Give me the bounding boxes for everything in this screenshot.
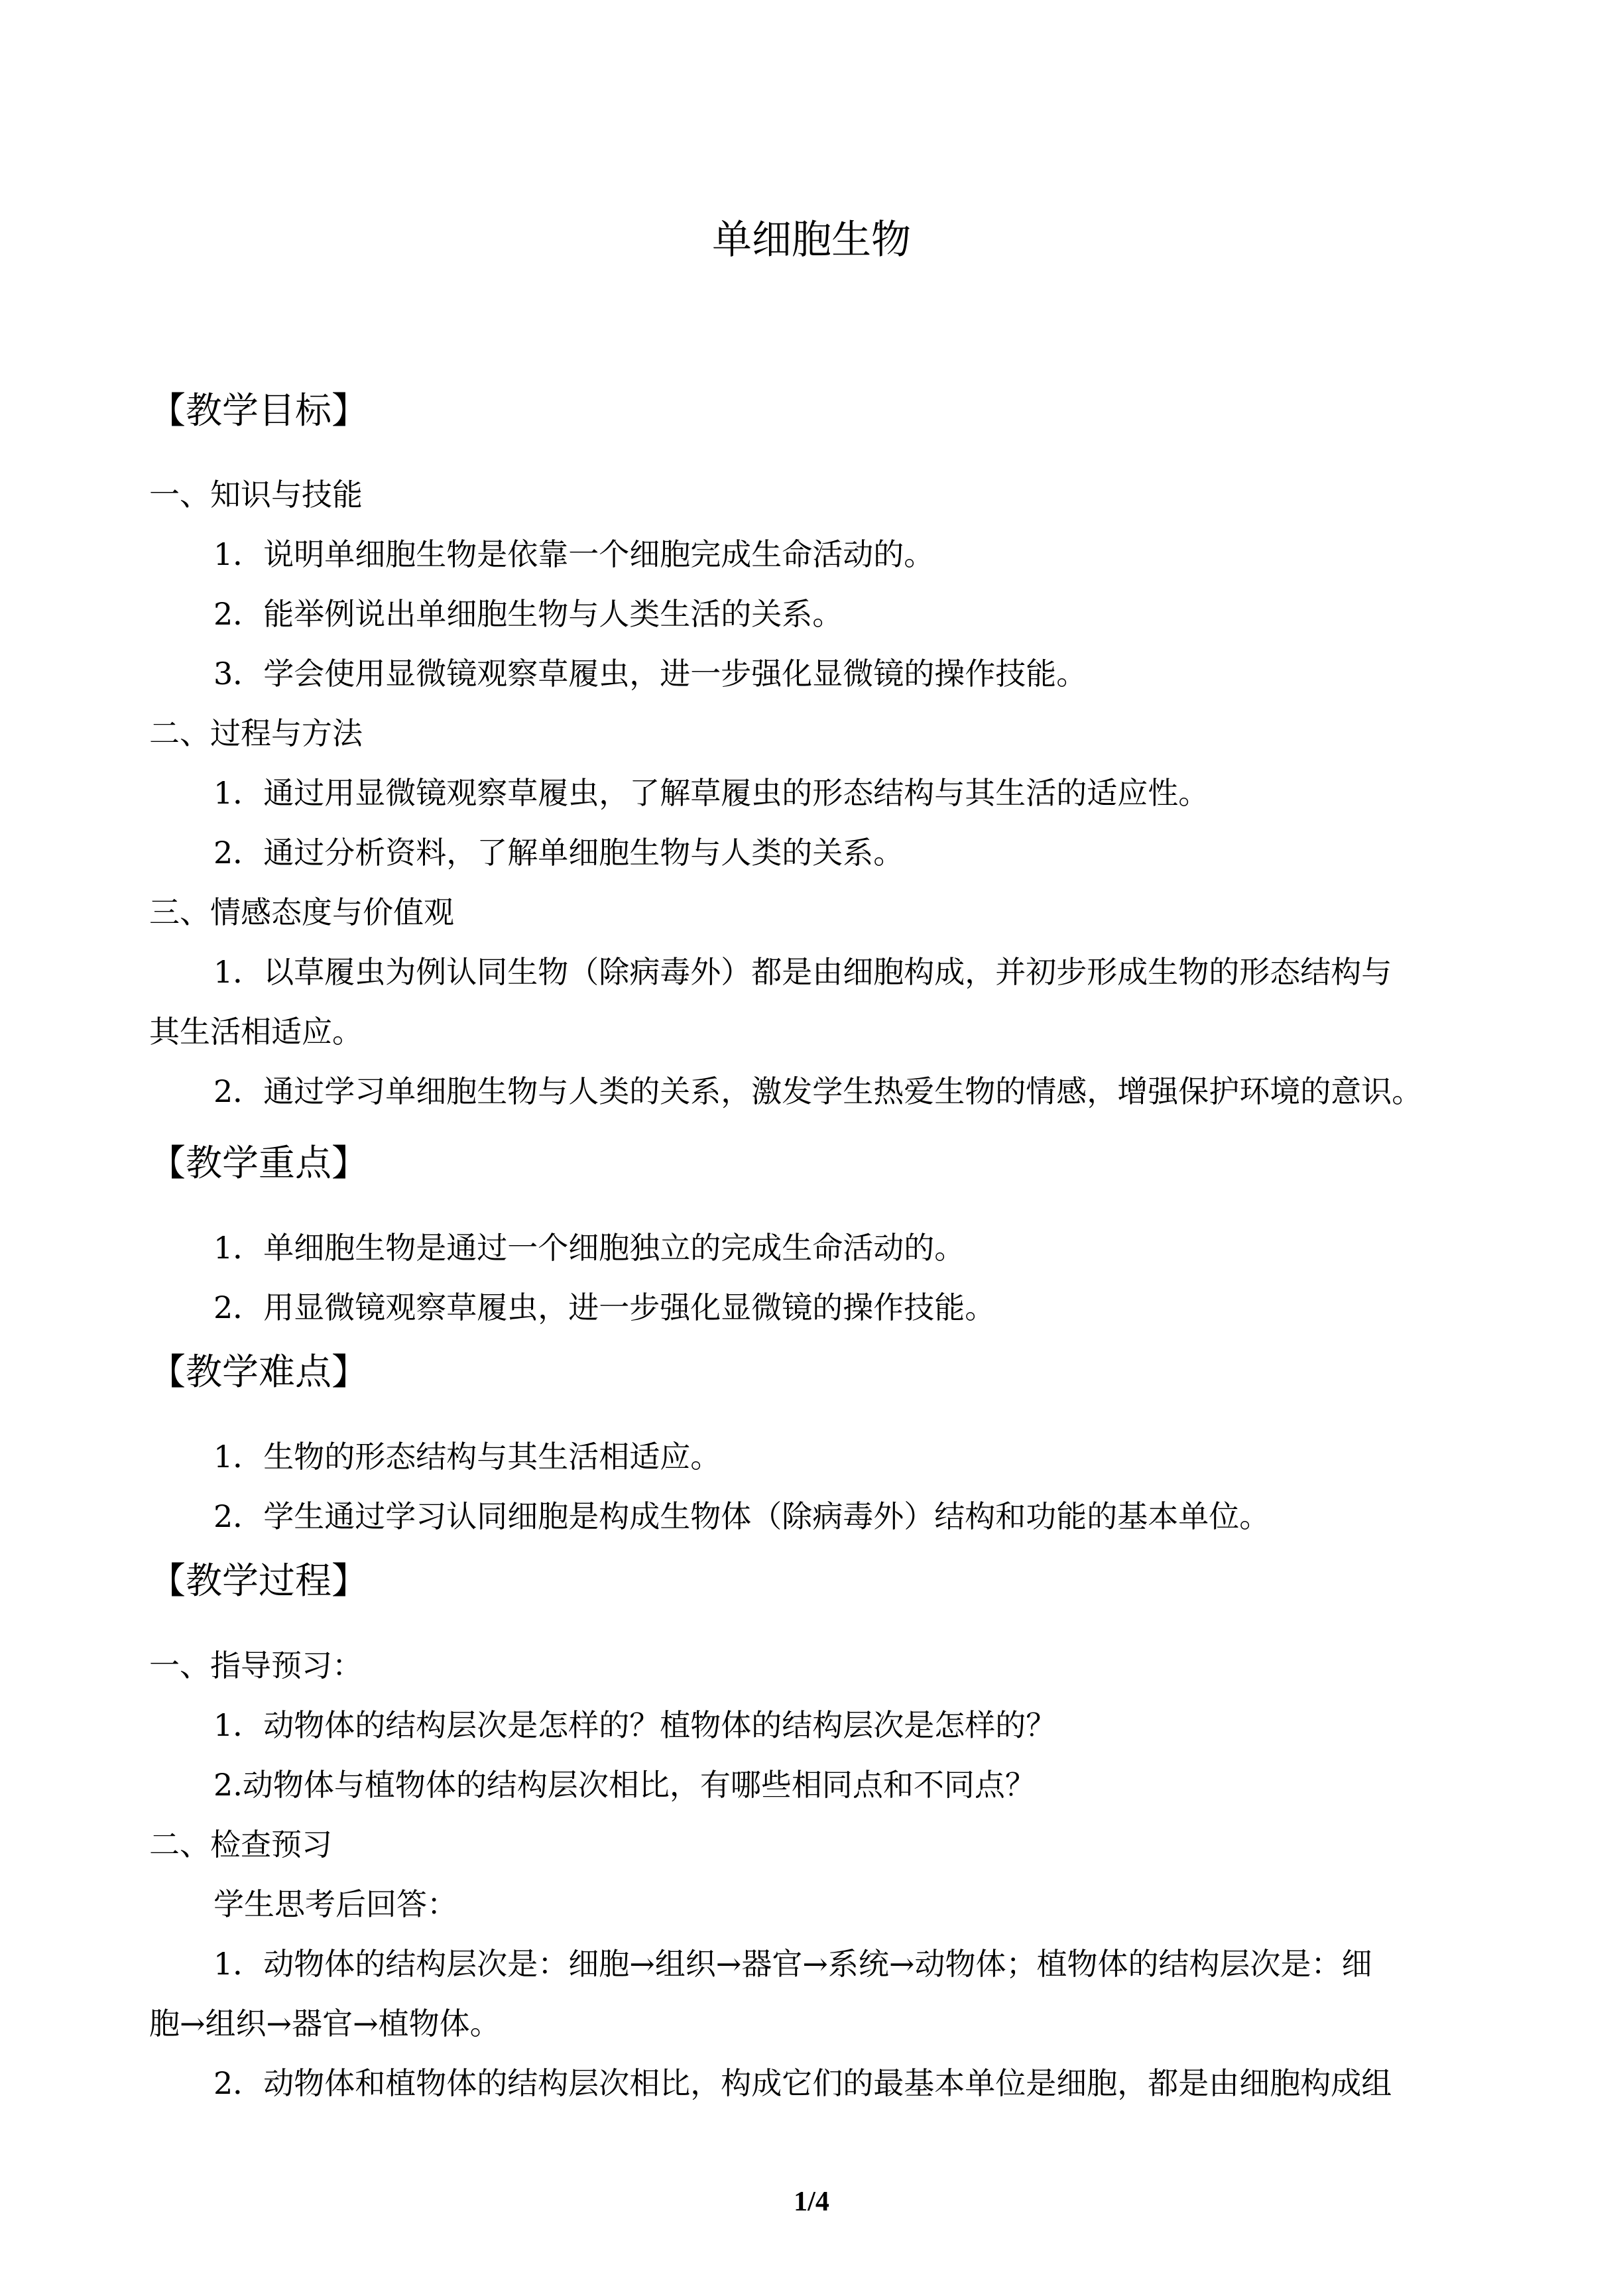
subheading-knowledge: 一、知识与技能 [149, 477, 363, 513]
list-item: 2．学生通过学习认同细胞是构成生物体（除病毒外）结构和功能的基本单位。 [213, 1498, 1270, 1534]
subheading-process-method: 二、过程与方法 [149, 715, 363, 751]
section-heading-objectives: 【教学目标】 [149, 389, 369, 432]
subheading-preview: 一、指导预习： [149, 1648, 363, 1683]
list-item: 2．能举例说出单细胞生物与人类生活的关系。 [213, 596, 843, 632]
list-item: 3．学会使用显微镜观察草履虫，进一步强化显微镜的操作技能。 [213, 656, 1087, 692]
list-item: 1．说明单细胞生物是依靠一个细胞完成生命活动的。 [213, 536, 935, 572]
list-item: 2．通过分析资料，了解单细胞生物与人类的关系。 [213, 835, 904, 871]
section-heading-difficulties: 【教学难点】 [149, 1351, 369, 1393]
list-item: 1．通过用显微镜观察草履虫，了解草履虫的形态结构与其生活的适应性。 [213, 775, 1209, 811]
subheading-emotion: 三、情感态度与价值观 [149, 894, 454, 930]
list-item: 1．动物体的结构层次是怎样的？植物体的结构层次是怎样的？ [213, 1707, 1057, 1743]
list-item: 2.动物体与植物体的结构层次相比，有哪些相同点和不同点？ [213, 1767, 1036, 1803]
list-item: 2．通过学习单细胞生物与人类的关系，激发学生热爱生物的情感，增强保护环境的意识。 [213, 1073, 1423, 1109]
section-heading-key-points: 【教学重点】 [149, 1142, 369, 1184]
list-item-continuation: 其生活相适应。 [149, 1014, 363, 1050]
section-heading-process: 【教学过程】 [149, 1559, 369, 1602]
subheading-check-preview: 二、检查预习 [149, 1827, 332, 1862]
list-item: 1．单细胞生物是通过一个细胞独立的完成生命活动的。 [213, 1230, 965, 1266]
list-item: 1．动物体的结构层次是：细胞→组织→器官→系统→动物体；植物体的结构层次是：细 [213, 1946, 1372, 1982]
list-item-continuation: 胞→组织→器官→植物体。 [149, 2006, 501, 2041]
list-item: 2．用显微镜观察草履虫，进一步强化显微镜的操作技能。 [213, 1290, 996, 1325]
page-title: 单细胞生物 [712, 217, 911, 263]
paragraph: 学生思考后回答： [213, 1886, 457, 1922]
list-item: 1．以草履虫为例认同生物（除病毒外）都是由细胞构成，并初步形成生物的形态结构与 [213, 954, 1392, 990]
list-item: 1．生物的形态结构与其生活相适应。 [213, 1439, 721, 1475]
list-item: 2．动物体和植物体的结构层次相比，构成它们的最基本单位是细胞，都是由细胞构成组 [213, 2065, 1392, 2101]
page-number: 1/4 [794, 2187, 829, 2217]
